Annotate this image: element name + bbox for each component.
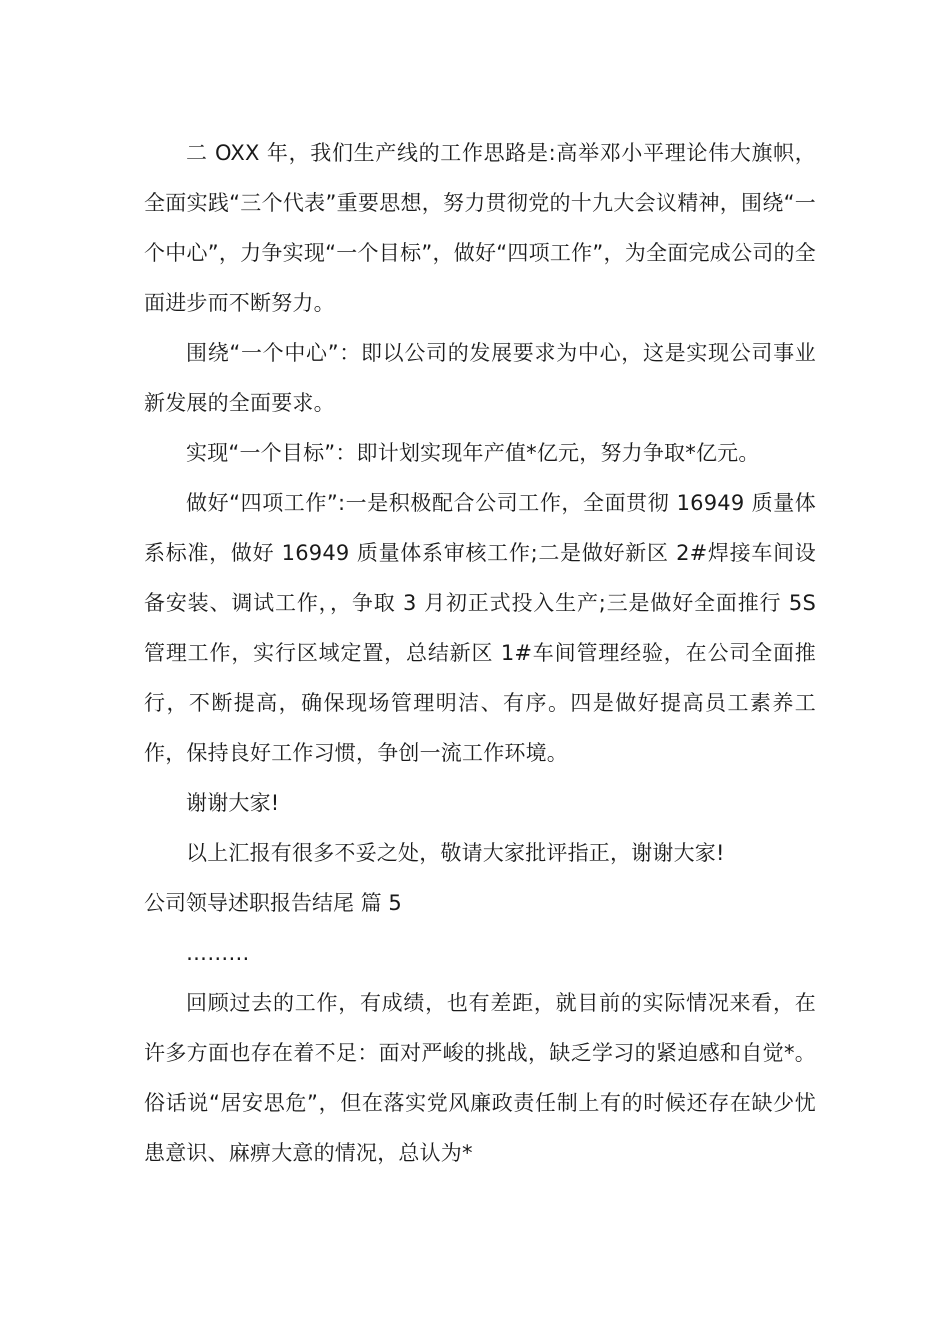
paragraph-four-tasks: 做好“四项工作”:一是积极配合公司工作，全面贯彻 16949 质量体系标准，做好 16949 质量体系审核工作;二是做好新区 2#焊接车间设备安装、调试工作，，争取 3 月初正式投入生产;三是做好全面推行 5S 管理工作，实行区域定置，总结新区 1#车间管理经验，在公司全面推行，不断提高，确保现场管理明洁、有序。四是做好提高员工素养工作，保持良好工作习惯，争创一流工作环境。 — [144, 491, 816, 765]
section-heading: 公司领导述职报告结尾 篇 5 — [144, 891, 402, 915]
paragraph-closing: 以上汇报有很多不妥之处，敬请大家批评指正，谢谢大家! — [186, 841, 725, 865]
paragraph-ellipsis: ……… — [186, 941, 250, 965]
paragraph-thanks: 谢谢大家! — [186, 791, 280, 815]
paragraph-one-center: 围绕“一个中心”：即以公司的发展要求为中心，这是实现公司事业新发展的全面要求。 — [144, 341, 816, 415]
document-body — [144, 128, 816, 1178]
paragraph-work-ideas: 二 OXX 年，我们生产线的工作思路是:高举邓小平理论伟大旗帜，全面实践“三个代表”重要思想，努力贯彻党的十九大会议精神，围绕“一个中心”，力争实现“一个目标”，做好“四项工作”，为全面完成公司的全面进步而不断努力。 — [144, 141, 816, 315]
paragraph-review: 回顾过去的工作，有成绩，也有差距，就目前的实际情况来看，在许多方面也存在着不足：面对严峻的挑战，缺乏学习的紧迫感和自觉*。俗话说“居安思危”，但在落实党风廉政责任制上有的时候还存在缺少忧患意识、麻痹大意的情况，总认为* — [144, 991, 816, 1165]
paragraph-one-goal: 实现“一个目标”：即计划实现年产值*亿元，努力争取*亿元。 — [186, 441, 760, 465]
